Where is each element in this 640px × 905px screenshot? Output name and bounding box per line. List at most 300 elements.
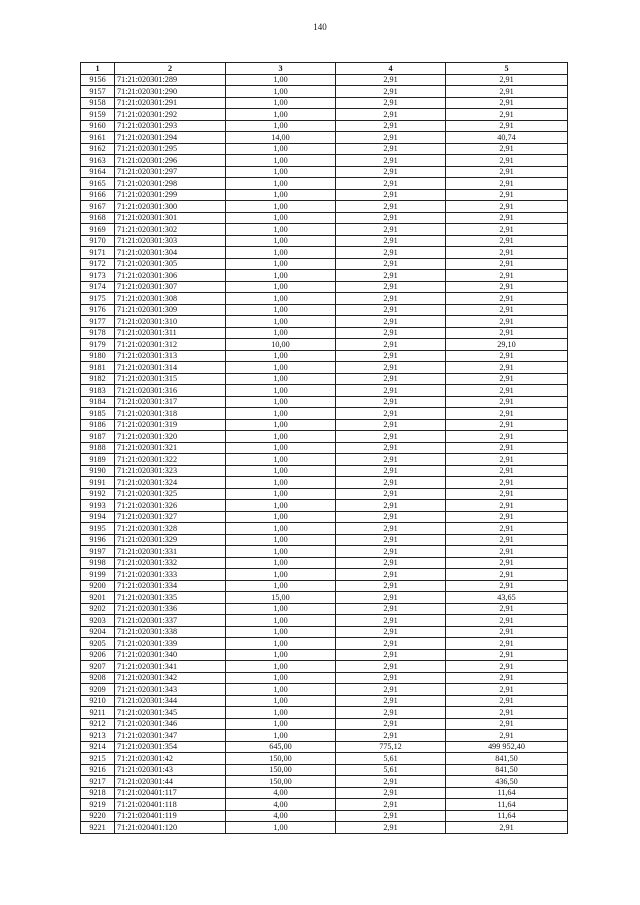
- column-4-cell: 2,91: [336, 465, 446, 477]
- column-5-cell: 2,91: [446, 189, 568, 201]
- cadastral-number-cell: 71:21:020301:305: [115, 258, 226, 270]
- cadastral-number-cell: 71:21:020301:332: [115, 557, 226, 569]
- table-row: [81, 569, 568, 581]
- column-4-cell: 2,91: [336, 362, 446, 374]
- table-row: [81, 166, 568, 178]
- column-5-cell: 2,91: [446, 109, 568, 121]
- cadastral-number-cell: 71:21:020301:300: [115, 201, 226, 213]
- cadastral-number-cell: 71:21:020301:346: [115, 718, 226, 730]
- cadastral-number-cell: 71:21:020301:291: [115, 97, 226, 109]
- row-number-cell: 9206: [81, 649, 115, 661]
- column-3-cell: 1,00: [226, 684, 336, 696]
- column-4-cell: 2,91: [336, 419, 446, 431]
- column-4-cell: 2,91: [336, 442, 446, 454]
- table-row: [81, 408, 568, 420]
- row-number-cell: 9214: [81, 741, 115, 753]
- cadastral-number-cell: 71:21:020301:308: [115, 293, 226, 305]
- table-row: [81, 776, 568, 788]
- cadastral-number-cell: 71:21:020301:341: [115, 661, 226, 673]
- table-row: [81, 672, 568, 684]
- cadastral-number-cell: 71:21:020301:338: [115, 626, 226, 638]
- row-number-cell: 9161: [81, 132, 115, 144]
- cadastral-number-cell: 71:21:020301:320: [115, 431, 226, 443]
- column-3-cell: 1,00: [226, 201, 336, 213]
- column-3-cell: 4,00: [226, 787, 336, 799]
- column-3-cell: 1,00: [226, 442, 336, 454]
- table-row: [81, 718, 568, 730]
- column-5-cell: 841,50: [446, 753, 568, 765]
- column-3-cell: 14,00: [226, 132, 336, 144]
- column-4-cell: 2,91: [336, 373, 446, 385]
- row-number-cell: 9168: [81, 212, 115, 224]
- cadastral-number-cell: 71:21:020301:311: [115, 327, 226, 339]
- cadastral-number-cell: 71:21:020301:318: [115, 408, 226, 420]
- table-row: [81, 316, 568, 328]
- column-5-cell: 2,91: [446, 649, 568, 661]
- column-5-cell: 499 952,40: [446, 741, 568, 753]
- cadastral-number-cell: 71:21:020301:336: [115, 603, 226, 615]
- cadastral-number-cell: 71:21:020301:337: [115, 615, 226, 627]
- column-header-1: 1: [81, 63, 115, 75]
- table-row: [81, 638, 568, 650]
- column-3-cell: 1,00: [226, 166, 336, 178]
- column-3-cell: 1,00: [226, 638, 336, 650]
- column-4-cell: 2,91: [336, 431, 446, 443]
- cadastral-number-cell: 71:21:020301:296: [115, 155, 226, 167]
- table-row: [81, 557, 568, 569]
- table-row: [81, 523, 568, 535]
- column-5-cell: 2,91: [446, 431, 568, 443]
- table-row: [81, 764, 568, 776]
- cadastral-number-cell: 71:21:020301:290: [115, 86, 226, 98]
- row-number-cell: 9171: [81, 247, 115, 259]
- column-header-5: 5: [446, 63, 568, 75]
- table-row: [81, 603, 568, 615]
- row-number-cell: 9157: [81, 86, 115, 98]
- column-3-cell: 1,00: [226, 86, 336, 98]
- column-5-cell: 2,91: [446, 270, 568, 282]
- row-number-cell: 9192: [81, 488, 115, 500]
- row-number-cell: 9177: [81, 316, 115, 328]
- row-number-cell: 9191: [81, 477, 115, 489]
- column-5-cell: 2,91: [446, 580, 568, 592]
- column-header-3: 3: [226, 63, 336, 75]
- column-3-cell: 1,00: [226, 454, 336, 466]
- table-row: [81, 741, 568, 753]
- column-4-cell: 5,61: [336, 764, 446, 776]
- row-number-cell: 9176: [81, 304, 115, 316]
- column-5-cell: 2,91: [446, 281, 568, 293]
- row-number-cell: 9199: [81, 569, 115, 581]
- data-table: [80, 62, 568, 834]
- column-4-cell: 2,91: [336, 247, 446, 259]
- column-5-cell: 2,91: [446, 143, 568, 155]
- column-3-cell: 1,00: [226, 247, 336, 259]
- row-number-cell: 9200: [81, 580, 115, 592]
- row-number-cell: 9207: [81, 661, 115, 673]
- row-number-cell: 9163: [81, 155, 115, 167]
- table-row: [81, 419, 568, 431]
- column-4-cell: 2,91: [336, 178, 446, 190]
- column-3-cell: 1,00: [226, 465, 336, 477]
- table-row: [81, 477, 568, 489]
- table-row: [81, 109, 568, 121]
- row-number-cell: 9201: [81, 592, 115, 604]
- column-4-cell: 2,91: [336, 316, 446, 328]
- column-5-cell: 436,50: [446, 776, 568, 788]
- row-number-cell: 9211: [81, 707, 115, 719]
- table-row: [81, 442, 568, 454]
- column-4-cell: 2,91: [336, 224, 446, 236]
- column-3-cell: 1,00: [226, 615, 336, 627]
- column-4-cell: 2,91: [336, 649, 446, 661]
- column-4-cell: 2,91: [336, 569, 446, 581]
- cadastral-number-cell: 71:21:020301:326: [115, 500, 226, 512]
- page-number: 140: [313, 22, 327, 32]
- table-row: [81, 212, 568, 224]
- row-number-cell: 9219: [81, 799, 115, 811]
- column-4-cell: 2,91: [336, 258, 446, 270]
- table-row: [81, 615, 568, 627]
- row-number-cell: 9160: [81, 120, 115, 132]
- table-row: [81, 684, 568, 696]
- column-4-cell: 2,91: [336, 511, 446, 523]
- row-number-cell: 9221: [81, 822, 115, 834]
- column-5-cell: 43,65: [446, 592, 568, 604]
- column-3-cell: 150,00: [226, 764, 336, 776]
- column-5-cell: 2,91: [446, 396, 568, 408]
- column-4-cell: 2,91: [336, 212, 446, 224]
- cadastral-number-cell: 71:21:020301:306: [115, 270, 226, 282]
- column-3-cell: 1,00: [226, 178, 336, 190]
- column-4-cell: 2,91: [336, 270, 446, 282]
- column-4-cell: 2,91: [336, 776, 446, 788]
- column-5-cell: 2,91: [446, 201, 568, 213]
- row-number-cell: 9165: [81, 178, 115, 190]
- column-4-cell: 2,91: [336, 454, 446, 466]
- column-4-cell: 2,91: [336, 822, 446, 834]
- cadastral-number-cell: 71:21:020301:342: [115, 672, 226, 684]
- column-3-cell: 1,00: [226, 408, 336, 420]
- row-number-cell: 9180: [81, 350, 115, 362]
- table-row: [81, 511, 568, 523]
- column-4-cell: 2,91: [336, 718, 446, 730]
- row-number-cell: 9169: [81, 224, 115, 236]
- column-3-cell: 645,00: [226, 741, 336, 753]
- row-number-cell: 9215: [81, 753, 115, 765]
- column-5-cell: 2,91: [446, 477, 568, 489]
- column-5-cell: 2,91: [446, 626, 568, 638]
- column-5-cell: 11,64: [446, 799, 568, 811]
- table-row: [81, 339, 568, 351]
- cadastral-number-cell: 71:21:020301:312: [115, 339, 226, 351]
- column-5-cell: 2,91: [446, 661, 568, 673]
- table-row: [81, 707, 568, 719]
- row-number-cell: 9159: [81, 109, 115, 121]
- table-row: [81, 120, 568, 132]
- column-5-cell: 2,91: [446, 603, 568, 615]
- row-number-cell: 9186: [81, 419, 115, 431]
- row-number-cell: 9220: [81, 810, 115, 822]
- table-row: [81, 810, 568, 822]
- column-3-cell: 1,00: [226, 488, 336, 500]
- cadastral-number-cell: 71:21:020301:324: [115, 477, 226, 489]
- cadastral-number-cell: 71:21:020301:292: [115, 109, 226, 121]
- column-4-cell: 2,91: [336, 707, 446, 719]
- column-3-cell: 1,00: [226, 523, 336, 535]
- table-row: [81, 787, 568, 799]
- column-3-cell: 1,00: [226, 362, 336, 374]
- row-number-cell: 9208: [81, 672, 115, 684]
- column-3-cell: 15,00: [226, 592, 336, 604]
- column-4-cell: 2,91: [336, 730, 446, 742]
- row-number-cell: 9213: [81, 730, 115, 742]
- table-row: [81, 730, 568, 742]
- row-number-cell: 9196: [81, 534, 115, 546]
- column-4-cell: 2,91: [336, 396, 446, 408]
- table-row: [81, 86, 568, 98]
- column-3-cell: 1,00: [226, 235, 336, 247]
- table-row: [81, 546, 568, 558]
- column-5-cell: 2,91: [446, 419, 568, 431]
- column-4-cell: 2,91: [336, 408, 446, 420]
- table-row: [81, 488, 568, 500]
- cadastral-number-cell: 71:21:020301:333: [115, 569, 226, 581]
- column-3-cell: 1,00: [226, 120, 336, 132]
- column-3-cell: 1,00: [226, 569, 336, 581]
- table-row: [81, 235, 568, 247]
- cadastral-number-cell: 71:21:020301:310: [115, 316, 226, 328]
- cadastral-number-cell: 71:21:020301:44: [115, 776, 226, 788]
- column-5-cell: 2,91: [446, 304, 568, 316]
- column-5-cell: 2,91: [446, 362, 568, 374]
- column-4-cell: 2,91: [336, 304, 446, 316]
- column-5-cell: 2,91: [446, 442, 568, 454]
- cadastral-number-cell: 71:21:020301:329: [115, 534, 226, 546]
- column-3-cell: 1,00: [226, 327, 336, 339]
- column-4-cell: 2,91: [336, 235, 446, 247]
- column-3-cell: 1,00: [226, 270, 336, 282]
- table-row: [81, 327, 568, 339]
- column-4-cell: 2,91: [336, 546, 446, 558]
- column-5-cell: 40,74: [446, 132, 568, 144]
- row-number-cell: 9187: [81, 431, 115, 443]
- table-row: [81, 465, 568, 477]
- cadastral-number-cell: 71:21:020301:43: [115, 764, 226, 776]
- column-5-cell: 2,91: [446, 327, 568, 339]
- column-4-cell: 2,91: [336, 339, 446, 351]
- column-header-4: 4: [336, 63, 446, 75]
- table-row: [81, 97, 568, 109]
- column-3-cell: 1,00: [226, 580, 336, 592]
- column-3-cell: 1,00: [226, 672, 336, 684]
- row-number-cell: 9210: [81, 695, 115, 707]
- column-4-cell: 2,91: [336, 500, 446, 512]
- column-5-cell: 2,91: [446, 212, 568, 224]
- table-row: [81, 178, 568, 190]
- column-3-cell: 1,00: [226, 224, 336, 236]
- column-4-cell: 2,91: [336, 281, 446, 293]
- cadastral-number-cell: 71:21:020301:298: [115, 178, 226, 190]
- column-5-cell: 2,91: [446, 730, 568, 742]
- column-4-cell: 5,61: [336, 753, 446, 765]
- column-5-cell: 2,91: [446, 523, 568, 535]
- column-4-cell: 2,91: [336, 327, 446, 339]
- column-3-cell: 1,00: [226, 304, 336, 316]
- column-4-cell: 2,91: [336, 534, 446, 546]
- cadastral-number-cell: 71:21:020301:354: [115, 741, 226, 753]
- cadastral-number-cell: 71:21:020301:289: [115, 74, 226, 86]
- column-3-cell: 1,00: [226, 603, 336, 615]
- cadastral-number-cell: 71:21:020301:321: [115, 442, 226, 454]
- column-3-cell: 1,00: [226, 534, 336, 546]
- column-5-cell: 2,91: [446, 178, 568, 190]
- table-row: [81, 258, 568, 270]
- column-5-cell: 2,91: [446, 557, 568, 569]
- row-number-cell: 9185: [81, 408, 115, 420]
- column-5-cell: 2,91: [446, 258, 568, 270]
- column-3-cell: 1,00: [226, 649, 336, 661]
- column-4-cell: 2,91: [336, 120, 446, 132]
- column-3-cell: 1,00: [226, 97, 336, 109]
- cadastral-number-cell: 71:21:020301:299: [115, 189, 226, 201]
- cadastral-number-cell: 71:21:020301:347: [115, 730, 226, 742]
- row-number-cell: 9167: [81, 201, 115, 213]
- row-number-cell: 9172: [81, 258, 115, 270]
- column-4-cell: 2,91: [336, 74, 446, 86]
- column-5-cell: 2,91: [446, 488, 568, 500]
- cadastral-number-cell: 71:21:020301:302: [115, 224, 226, 236]
- table-row: [81, 132, 568, 144]
- table-row: [81, 649, 568, 661]
- column-3-cell: 4,00: [226, 810, 336, 822]
- row-number-cell: 9184: [81, 396, 115, 408]
- column-4-cell: 2,91: [336, 132, 446, 144]
- cadastral-number-cell: 71:21:020301:325: [115, 488, 226, 500]
- column-5-cell: 2,91: [446, 718, 568, 730]
- column-5-cell: 2,91: [446, 672, 568, 684]
- table-row: [81, 534, 568, 546]
- column-4-cell: 2,91: [336, 155, 446, 167]
- row-number-cell: 9182: [81, 373, 115, 385]
- table-row: [81, 753, 568, 765]
- column-5-cell: 2,91: [446, 638, 568, 650]
- cadastral-number-cell: 71:21:020301:309: [115, 304, 226, 316]
- column-3-cell: 150,00: [226, 776, 336, 788]
- row-number-cell: 9203: [81, 615, 115, 627]
- cadastral-number-cell: 71:21:020301:335: [115, 592, 226, 604]
- row-number-cell: 9158: [81, 97, 115, 109]
- column-3-cell: 4,00: [226, 799, 336, 811]
- column-4-cell: 2,91: [336, 626, 446, 638]
- column-4-cell: 2,91: [336, 557, 446, 569]
- table-row: [81, 580, 568, 592]
- row-number-cell: 9181: [81, 362, 115, 374]
- column-3-cell: 1,00: [226, 730, 336, 742]
- row-number-cell: 9198: [81, 557, 115, 569]
- table-row: [81, 74, 568, 86]
- column-3-cell: 1,00: [226, 281, 336, 293]
- row-number-cell: 9195: [81, 523, 115, 535]
- row-number-cell: 9175: [81, 293, 115, 305]
- table-row: [81, 362, 568, 374]
- row-number-cell: 9170: [81, 235, 115, 247]
- table-row: [81, 270, 568, 282]
- column-4-cell: 2,91: [336, 523, 446, 535]
- table-row: [81, 385, 568, 397]
- column-5-cell: 2,91: [446, 569, 568, 581]
- cadastral-number-cell: 71:21:020301:340: [115, 649, 226, 661]
- column-5-cell: 11,64: [446, 787, 568, 799]
- row-number-cell: 9197: [81, 546, 115, 558]
- cadastral-number-cell: 71:21:020301:301: [115, 212, 226, 224]
- column-3-cell: 1,00: [226, 477, 336, 489]
- column-4-cell: 775,12: [336, 741, 446, 753]
- column-5-cell: 2,91: [446, 74, 568, 86]
- row-number-cell: 9209: [81, 684, 115, 696]
- column-5-cell: 2,91: [446, 247, 568, 259]
- column-3-cell: 1,00: [226, 546, 336, 558]
- column-4-cell: 2,91: [336, 787, 446, 799]
- table-row: [81, 350, 568, 362]
- column-3-cell: 1,00: [226, 212, 336, 224]
- column-4-cell: 2,91: [336, 109, 446, 121]
- row-number-cell: 9212: [81, 718, 115, 730]
- table-row: [81, 592, 568, 604]
- column-5-cell: 2,91: [446, 373, 568, 385]
- column-5-cell: 2,91: [446, 684, 568, 696]
- row-number-cell: 9179: [81, 339, 115, 351]
- row-number-cell: 9204: [81, 626, 115, 638]
- column-4-cell: 2,91: [336, 672, 446, 684]
- row-number-cell: 9173: [81, 270, 115, 282]
- column-3-cell: 1,00: [226, 661, 336, 673]
- column-4-cell: 2,91: [336, 580, 446, 592]
- row-number-cell: 9190: [81, 465, 115, 477]
- table-body: [81, 74, 568, 833]
- column-3-cell: 1,00: [226, 74, 336, 86]
- column-3-cell: 1,00: [226, 143, 336, 155]
- column-3-cell: 1,00: [226, 718, 336, 730]
- table-row: [81, 293, 568, 305]
- cadastral-number-cell: 71:21:020301:307: [115, 281, 226, 293]
- column-3-cell: 1,00: [226, 258, 336, 270]
- column-5-cell: 2,91: [446, 224, 568, 236]
- column-5-cell: 2,91: [446, 385, 568, 397]
- table-row: [81, 247, 568, 259]
- cadastral-number-cell: 71:21:020301:303: [115, 235, 226, 247]
- table-row: [81, 500, 568, 512]
- cadastral-number-cell: 71:21:020301:344: [115, 695, 226, 707]
- row-number-cell: 9194: [81, 511, 115, 523]
- column-5-cell: 2,91: [446, 615, 568, 627]
- cadastral-number-cell: 71:21:020301:42: [115, 753, 226, 765]
- column-3-cell: 1,00: [226, 385, 336, 397]
- cadastral-number-cell: 71:21:020301:334: [115, 580, 226, 592]
- row-number-cell: 9202: [81, 603, 115, 615]
- row-number-cell: 9174: [81, 281, 115, 293]
- column-4-cell: 2,91: [336, 143, 446, 155]
- row-number-cell: 9218: [81, 787, 115, 799]
- table-row: [81, 373, 568, 385]
- row-number-cell: 9166: [81, 189, 115, 201]
- column-4-cell: 2,91: [336, 615, 446, 627]
- row-number-cell: 9216: [81, 764, 115, 776]
- table-row: [81, 304, 568, 316]
- column-3-cell: 1,00: [226, 695, 336, 707]
- column-5-cell: 841,50: [446, 764, 568, 776]
- row-number-cell: 9183: [81, 385, 115, 397]
